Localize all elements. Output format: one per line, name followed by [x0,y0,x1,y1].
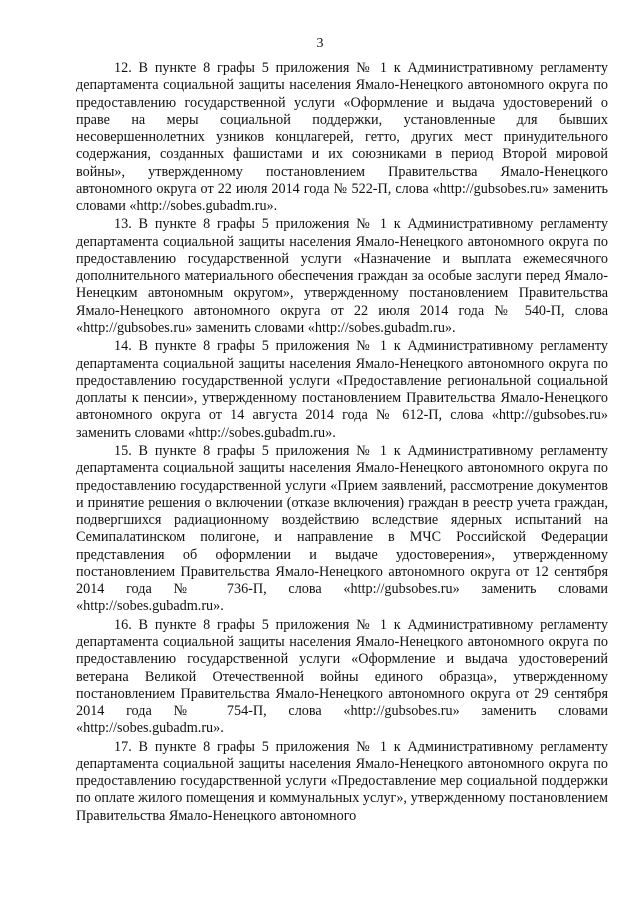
paragraph-14: 14. В пункте 8 графы 5 приложения № 1 к Административному регламенту департамента социальной защиты населения Ямало-Ненецкого автономного округа по предоставлению государственной услуги «Предоставление региональной социальной доплаты к пенсии», утвержденному постановлением Правительства Ямало-Ненецкого автономного округа от 14 августа 2014 года № 612-П, слова «http://gubsobes.ru» заменить словами «http://sobes.gubadm.ru». [76,338,608,441]
page-number: 3 [316,36,324,51]
paragraph-16: 16. В пункте 8 графы 5 приложения № 1 к Административному регламенту департамента социальной защиты населения Ямало-Ненецкого автономного округа по предоставлению государственной услуги «Оформление и выдача удостоверений ветерана Великой Отечественной войны единого образца», утвержденному постановлением Правительства Ямало-Ненецкого автономного округа от 29 сентября 2014 года № 754-П, слова «http://gubsobes.ru» заменить словами «http://sobes.gubadm.ru». [76,616,608,737]
paragraph-13: 13. В пункте 8 графы 5 приложения № 1 к Административному регламенту департамента социальной защиты населения Ямало-Ненецкого автономного округа по предоставлению государственной услуги «Назначение и выплата ежемесячного дополнительного материального обеспечения граждан за особые заслуги перед Ямало-Ненецким автономным округом», утвержденному постановлением Правительства Ямало-Ненецкого автономного округа от 22 июля 2014 года № 540-П, слова «http://gubsobes.ru» заменить словами «http://sobes.gubadm.ru». [76,216,608,336]
document-body [76,60,608,826]
paragraph-15: 15. В пункте 8 графы 5 приложения № 1 к Административному регламенту департамента социальной защиты населения Ямало-Ненецкого автономного округа по предоставлению государственной услуги «Прием заявлений, рассмотрение документов и принятие решения о включении (отказе включения) граждан в реестр учета граждан, подвергшихся радиационному воздействию вследствие ядерных испытаний на Семипалатинском полигоне, и направление в МЧС Российской Федерации представления об оформлении и выдаче удостоверения», утвержденному постановлением Правительства Ямало-Ненецкого автономного округа от 12 сентября 2014 года № 736-П, слова «http://gubsobes.ru» заменить словами «http://sobes.gubadm.ru». [76,443,608,615]
paragraph-12: 12. В пункте 8 графы 5 приложения № 1 к Административному регламенту департамента социальной защиты населения Ямало-Ненецкого автономного округа по предоставлению государственной услуги «Оформление и выдача удостоверений о праве на меры социальной поддержки, установленные для бывших несовершеннолетних узников концлагерей, гетто, других мест принудительного содержания, созданных фашистами и их союзниками в период Второй мировой войны», утвержденному постановлением Правительства Ямало-Ненецкого автономного округа от 22 июля 2014 года № 522-П, слова «http://gubsobes.ru» заменить словами «http://sobes.gubadm.ru». [76,60,608,214]
paragraph-17: 17. В пункте 8 графы 5 приложения № 1 к Административному регламенту департамента социальной защиты населения Ямало-Ненецкого автономного округа по предоставлению государственной услуги «Предоставление мер социальной поддержки по оплате жилого помещения и коммунальных услуг», утвержденному постановлением Правительства Ямало-Ненецкого автономного [76,738,608,824]
